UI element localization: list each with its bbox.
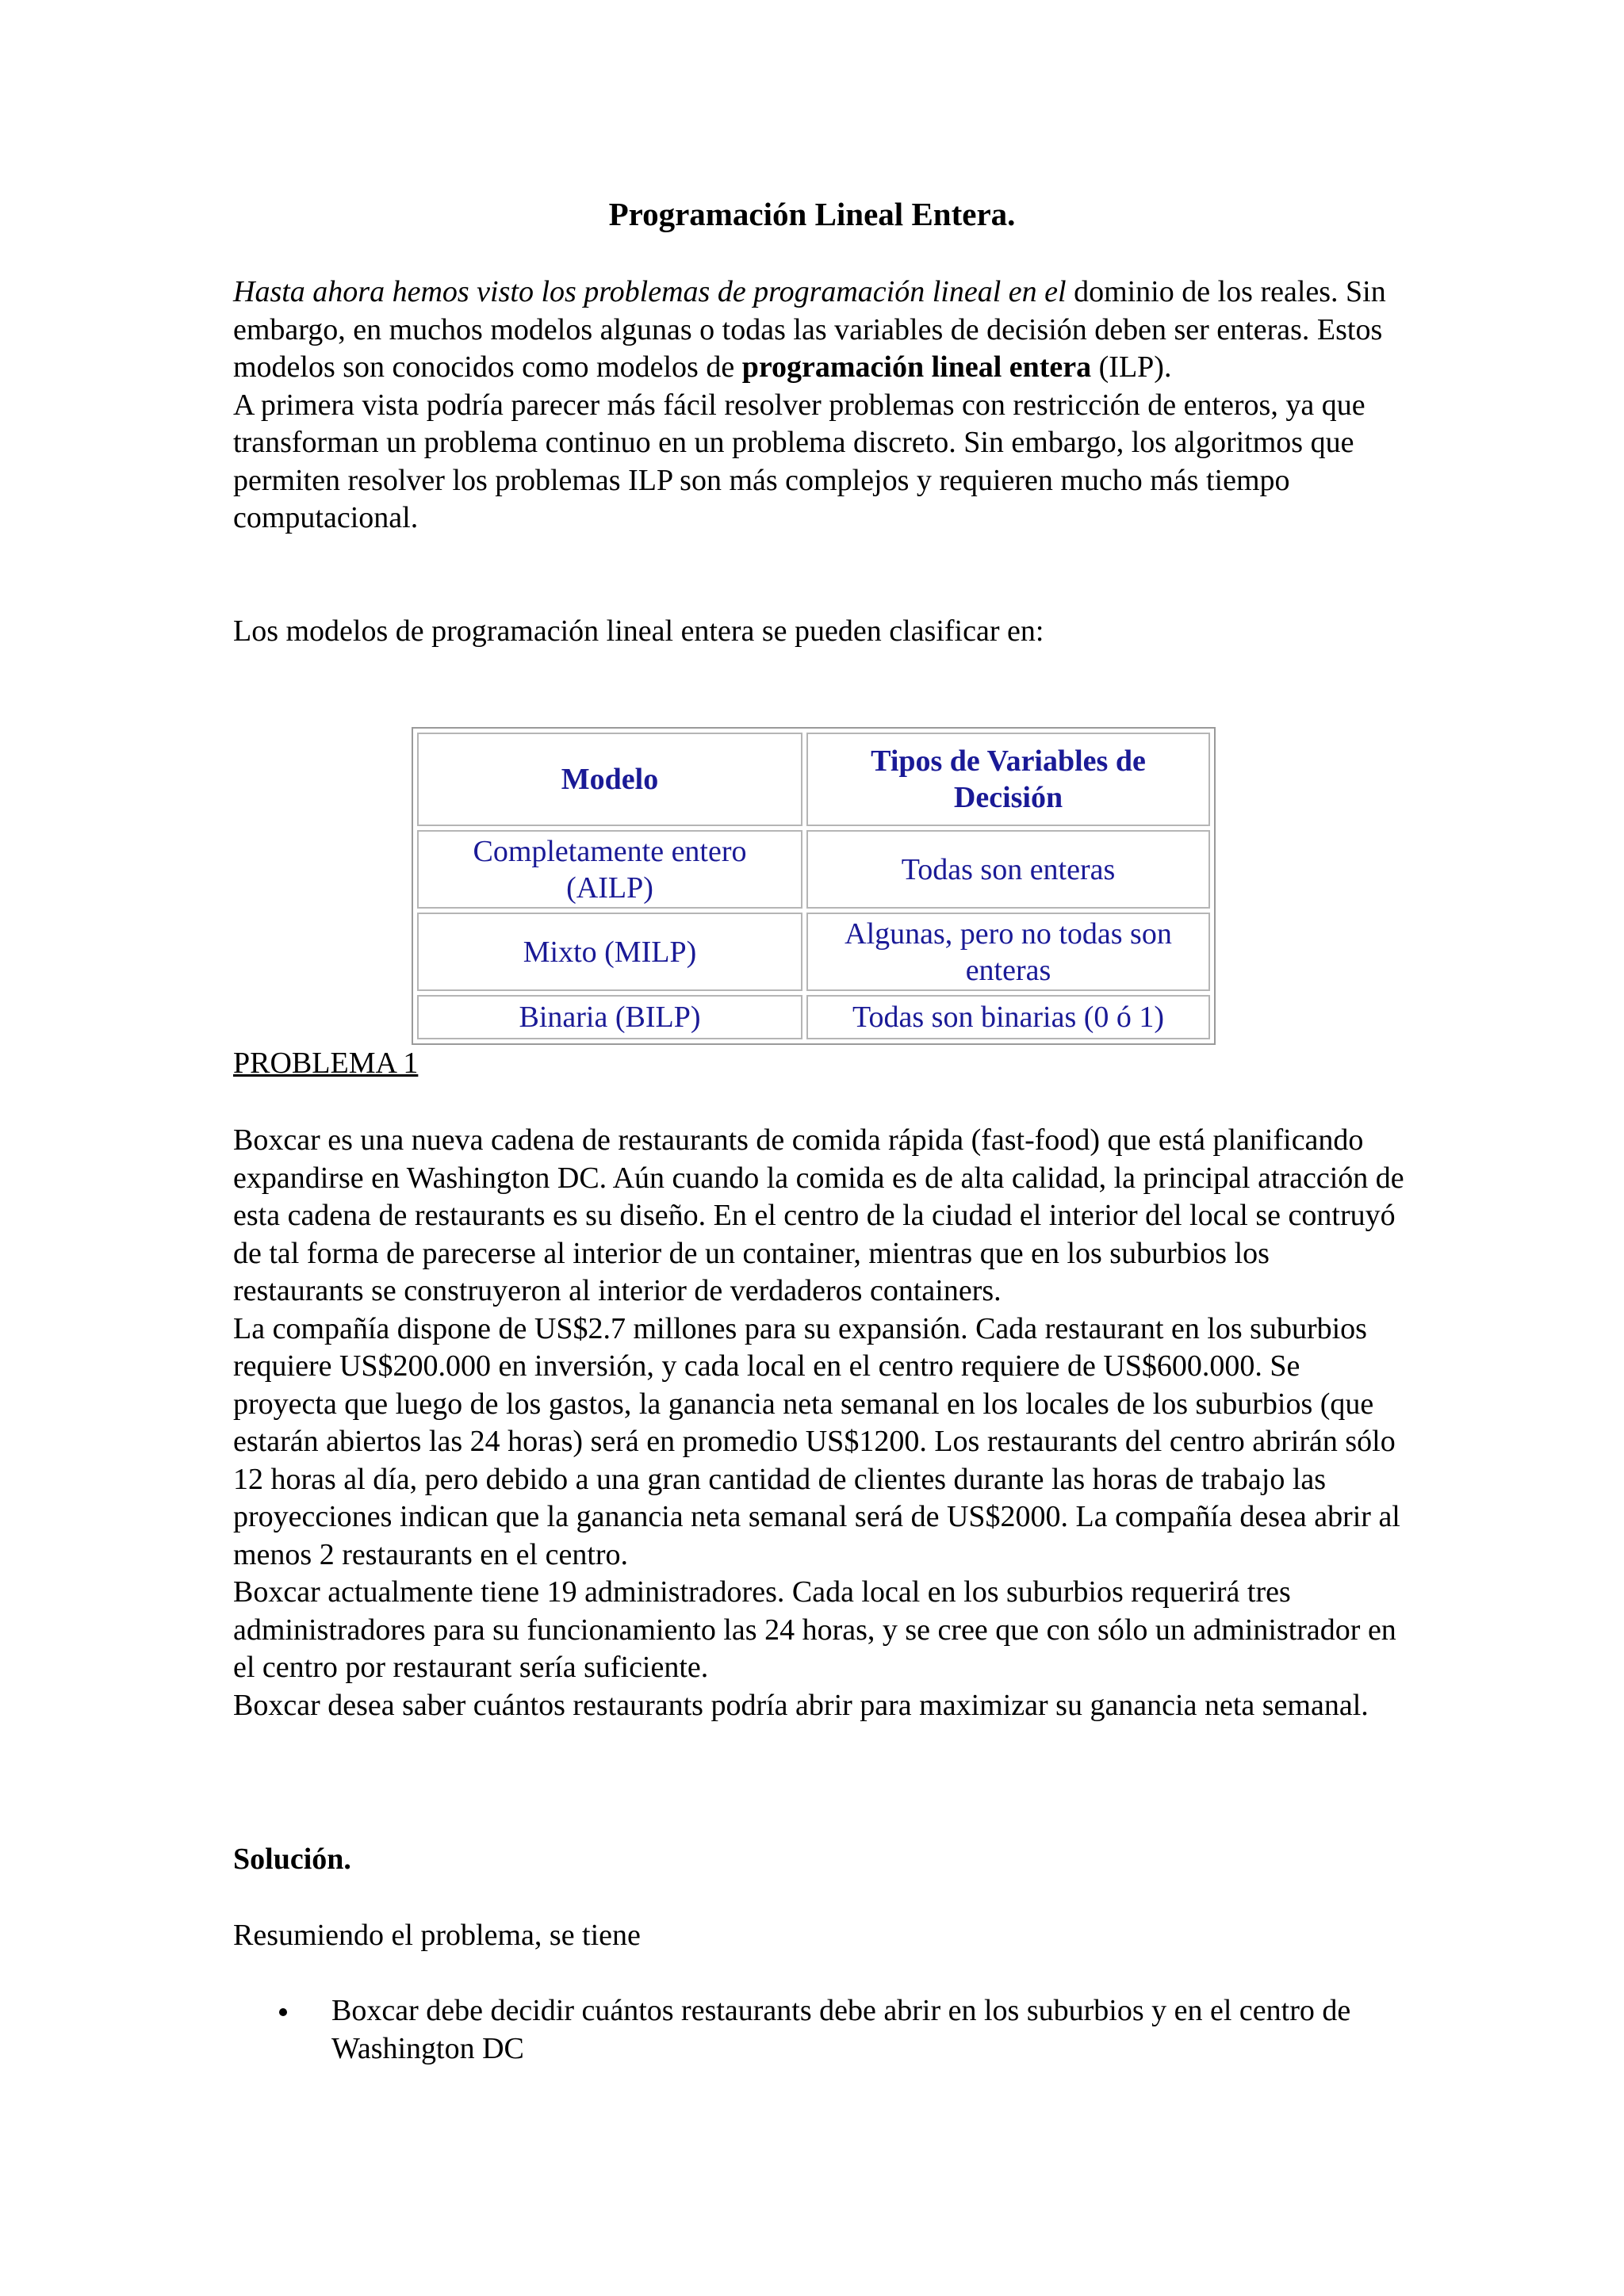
models-table: [413, 729, 1214, 1043]
table-row: [417, 913, 1210, 991]
models-table-frame: [412, 727, 1216, 1045]
table-cell: Completamente entero (AILP): [417, 830, 802, 909]
problem-paragraph-3: Boxcar actualmente tiene 19 administradores. Cada local en los suburbios requerirá tres administradores para su funcionamiento las 24 horas, y se cree que con sólo un administrador en el centro por restaurant sería suficiente.: [233, 1575, 1396, 1684]
table-header-row: [417, 733, 1210, 826]
page-title: Programación Lineal Entera.: [608, 196, 1016, 232]
intro-paragraph-2: A primera vista podría parecer más fácil resolver problemas con restricción de enteros, ya que transforman un problema continuo en un problema discreto. Sin embargo, los algoritmos que permiten resolver los problemas ILP son más complejos y requieren mucho más tiempo computacional.: [233, 388, 1365, 534]
table-cell: Algunas, pero no todas son enteras: [806, 913, 1210, 991]
table-cell: Todas son binarias (0 ó 1): [806, 995, 1210, 1039]
summary-list: [233, 1992, 1407, 2068]
table-cell: Todas son enteras: [806, 830, 1210, 909]
summary-intro: Resumiendo el problema, se tiene: [233, 1919, 641, 1952]
intro-text-1: dominio de los reales. Sin embargo, en muchos modelos algunas o todas las variables de decisión deben ser enteras. Estos modelos son conocidos como modelos de: [233, 275, 1386, 384]
table-header-cell: Tipos de Variables de Decisión: [806, 733, 1210, 826]
list-item: [233, 1992, 1407, 2068]
table-header-cell: Modelo: [417, 733, 802, 826]
table-cell: Binaria (BILP): [417, 995, 802, 1039]
table-row: [417, 995, 1210, 1039]
solution-heading: Solución.: [233, 1843, 351, 1876]
problem-paragraph-4: Boxcar desea saber cuántos restaurants podría abrir para maximizar su ganancia neta semanal.: [233, 1688, 1369, 1722]
intro-italic-lead: Hasta ahora hemos visto los problemas de programación lineal en el: [233, 275, 1067, 308]
list-item-text: Boxcar debe decidir cuántos restaurants debe abrir en los suburbios y en el centro de Washington DC: [331, 1994, 1351, 2065]
bullet-icon: [279, 2008, 287, 2016]
intro-text-2: (ILP).: [1091, 350, 1172, 384]
intro-paragraph: [233, 274, 1407, 538]
classification-intro: Los modelos de programación lineal entera se pueden clasificar en:: [233, 614, 1044, 648]
problem-paragraph-1: Boxcar es una nueva cadena de restaurants de comida rápida (fast-food) que está planificando expandirse en Washington DC. Aún cuando la comida es de alta calidad, la principal atracción de esta cadena de restaurants es su diseño. En el centro de la ciudad el interior del local se contruyó de tal forma de parecerse al interior de un container, mientras que en los suburbios los restaurants se construyeron al interior de verdaderos containers.: [233, 1123, 1404, 1307]
problem-paragraph-2: La compañía dispone de US$2.7 millones para su expansión. Cada restaurant en los suburbios requiere US$200.000 en inversión, y cada local en el centro requiere de US$600.000. Se proyecta que luego de los gastos, la ganancia neta semanal en los locales de los suburbios (que estarán abiertos las 24 horas) será en promedio US$1200. Los restaurants del centro abrirán sólo 12 horas al día, pero debido a una gran cantidad de clientes durante las horas de trabajo las proyecciones indican que la ganancia neta semanal será de US$2000. La compañía desea abrir al menos 2 restaurants en el centro.: [233, 1311, 1400, 1571]
table-row: [417, 830, 1210, 909]
intro-bold-term: programación lineal entera: [741, 350, 1092, 384]
problem-heading: PROBLEMA 1: [233, 1047, 419, 1080]
problem-statement: [233, 1122, 1407, 1724]
table-cell: Mixto (MILP): [417, 913, 802, 991]
